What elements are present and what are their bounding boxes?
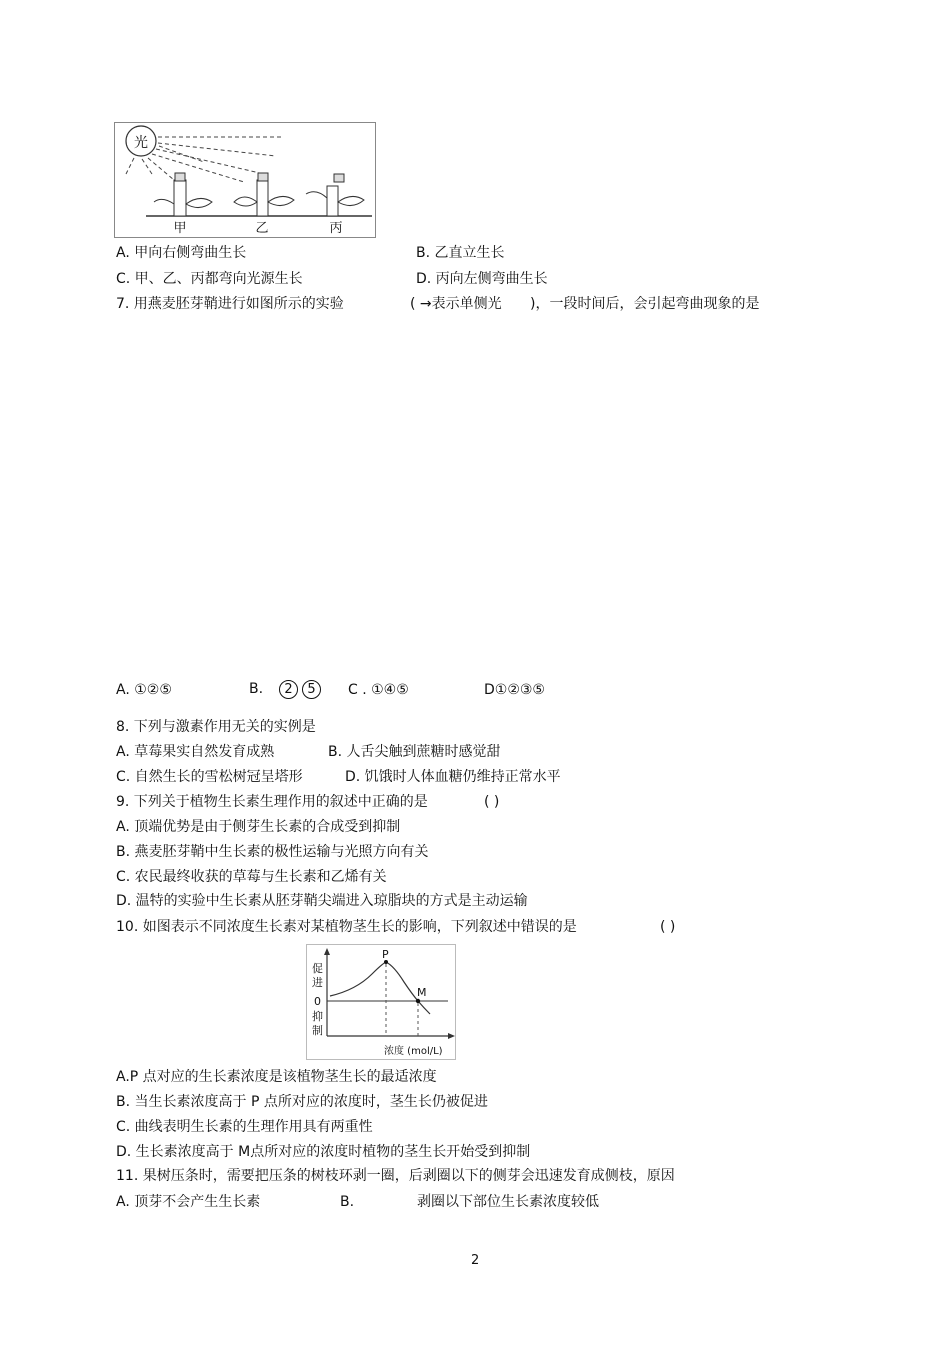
q6-option-c: C. 甲、乙、丙都弯向光源生长: [116, 271, 303, 287]
q9-option-b: B. 燕麦胚芽鞘中生长素的极性运输与光照方向有关: [116, 844, 429, 860]
q8-option-b: B. 人舌尖触到蔗糖时感觉甜: [328, 744, 501, 760]
q11-option-b: B.: [340, 1194, 355, 1210]
q10-option-a: A.P 点对应的生长素浓度是该植物茎生长的最适浓度: [116, 1069, 437, 1085]
q7-stem-a: 7. 用燕麦胚芽鞘进行如图所示的实验: [116, 296, 344, 312]
q7-stem-c: )，一段时间后，会引起弯曲现象的是: [530, 296, 760, 312]
plant-label-yi: 乙: [255, 221, 269, 236]
q10-option-c: C. 曲线表明生长素的生理作用具有两重性: [116, 1119, 373, 1135]
circled-5: 5: [302, 680, 321, 699]
q7-stem-b: ( →表示单侧光: [410, 296, 502, 312]
q10-paren: ( ): [660, 919, 676, 935]
graph-y-top-label-1: 促: [312, 962, 323, 975]
q11-stem: 11. 果树压条时，需要把压条的树枝环剥一圈，后剥圈以下的侧芽会迅速发育成侧枝，原因: [116, 1168, 675, 1184]
graph-y-bottom-label-1: 抑: [312, 1010, 323, 1023]
q8-option-a: A. 草莓果实自然发育成熟: [116, 744, 275, 760]
page-number: 2: [471, 1253, 480, 1268]
q10-stem: 10. 如图表示不同浓度生长素对某植物茎生长的影响，下列叙述中错误的是: [116, 919, 577, 935]
q8-stem: 8. 下列与激素作用无关的实例是: [116, 719, 316, 735]
q11-option-a: A. 顶芽不会产生生长素: [116, 1194, 261, 1210]
q9-option-c: C. 农民最终收获的草莓与生长素和乙烯有关: [116, 869, 387, 885]
q9-paren: ( ): [484, 794, 500, 810]
q7-option-b-label: B.: [249, 681, 264, 697]
graph-point-m: M: [417, 986, 427, 999]
graph-x-label: 浓度 (mol/L): [384, 1046, 443, 1057]
q6-option-b: B. 乙直立生长: [416, 245, 505, 261]
q8-option-c: C. 自然生长的雪松树冠呈塔形: [116, 769, 303, 785]
q11-option-b-text: 剥圈以下部位生长素浓度较低: [417, 1194, 599, 1210]
phototropism-figure: [114, 122, 376, 238]
q10-option-d: D. 生长素浓度高于 M点所对应的浓度时植物的茎生长开始受到抑制: [116, 1144, 531, 1160]
q7-option-c: C . ①④⑤: [348, 682, 409, 698]
q8-option-d: D. 饥饿时人体血糖仍维持正常水平: [345, 769, 561, 785]
q9-stem: 9. 下列关于植物生长素生理作用的叙述中正确的是: [116, 794, 428, 810]
graph-y-bottom-label-2: 制: [312, 1024, 323, 1037]
graph-point-p: P: [382, 948, 389, 961]
q7-option-a: A. ①②⑤: [116, 682, 172, 698]
q6-option-d: D. 丙向左侧弯曲生长: [416, 271, 548, 287]
q7-option-b: [249, 680, 325, 699]
q7-option-d: D①②③⑤: [484, 682, 545, 698]
circled-2: 2: [279, 680, 298, 699]
q10-option-b: B. 当生长素浓度高于 P 点所对应的浓度时，茎生长仍被促进: [116, 1094, 488, 1110]
light-source-label: 光: [134, 135, 148, 151]
q6-option-a: A. 甲向右侧弯曲生长: [116, 245, 247, 261]
plant-label-jia: 甲: [173, 221, 187, 236]
auxin-concentration-graph: [306, 944, 456, 1060]
graph-y-top-label-2: 进: [312, 976, 323, 989]
q9-option-d: D. 温特的实验中生长素从胚芽鞘尖端进入琼脂块的方式是主动运输: [116, 893, 528, 909]
q9-option-a: A. 顶端优势是由于侧芽生长素的合成受到抑制: [116, 819, 401, 835]
graph-zero-label: 0: [314, 995, 321, 1008]
plant-label-bing: 丙: [329, 221, 343, 236]
